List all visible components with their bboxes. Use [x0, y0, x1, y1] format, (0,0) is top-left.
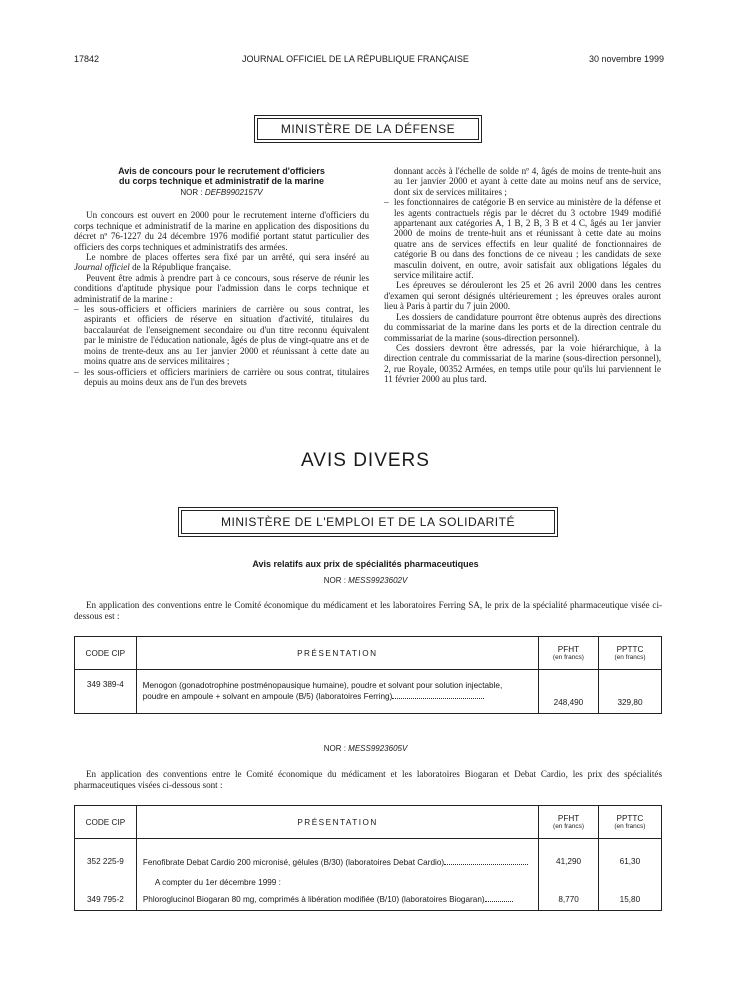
col-header-presentation: PRÉSENTATION [136, 806, 539, 839]
cell-code: 349 795-2 [75, 887, 137, 911]
table-header-row [75, 806, 662, 839]
cell-pfht: 41,290 [539, 839, 598, 867]
paragraph-6: Ces dossiers devront être adressés, par la voie hiérarchique, à la direction centrale du commissariat de la marine (sous-direction personnel), 2, rue Royale, 00352 Armées, en temps utile pour qu'ils lui parviennent le 11 février 2000 au plus tard. [384, 342, 661, 385]
nor-defense [74, 188, 369, 198]
ministry-defense-box [257, 118, 479, 140]
table-row [75, 839, 662, 867]
nor-label: NOR : [180, 188, 203, 197]
table-row [75, 670, 662, 714]
ministry-defense-title: MINISTÈRE DE LA DÉFENSE [280, 122, 456, 136]
intro-ferring: En application des conventions entre le Comité économique du médicament et les laboratoires Ferring SA, le prix de la spécialité pharmaceutique visée ci-dessous est : [74, 600, 662, 621]
list-item-3: – les fonctionnaires de catégorie B en service au ministère de la défense et les agents contractuels régis par le décret du 3 octobre 1949 modifié appartenant aux catégories A, 1 B, 2 B, 3 B et 4 C, âgés au 1er janvier 2000 de moins de trente-huit ans et réunissant à cette date au moins quatre ans de services effectifs en leur qualité de fonctionnaires de catégorie B ou dans des fonctions de ce niveau ; les candidats de sexe masculin doivent, en outre, avoir satisfait aux obligations légales du service militaire actif. [384, 197, 661, 280]
header-date: 30 novembre 1999 [589, 54, 665, 64]
right-column [384, 166, 661, 385]
col-header-code: CODE CIP [75, 637, 137, 670]
price-table-1 [74, 636, 662, 714]
journal-title: JOURNAL OFFICIEL DE LA RÉPUBLIQUE FRANÇAISE [242, 54, 469, 64]
nor-code: DEFB9902157V [204, 188, 263, 197]
cell-ppttc: 61,30 [598, 839, 661, 867]
price-table-2 [74, 805, 662, 911]
cell-code: 352 225-9 [75, 839, 137, 867]
cell-ppttc: 329,80 [598, 670, 661, 714]
col-header-ppttc: PPTTC (en francs) [598, 806, 661, 839]
avis-divers-heading: AVIS DIVERS [301, 450, 430, 471]
paragraph-4: Les épreuves se dérouleront les 25 et 26 avril 2000 dans les centres d'examen qui seront désignés ultérieurement ; les épreuves orales auront lieu à Paris à partir du 7 juin 2000. [384, 280, 661, 312]
cell-presentation: Menogon (gonadotrophine postménopausique humaine), poudre et solvant pour solution injectable, poudre en ampoule + solvant en ampoule (B/5) (laboratoires Ferring) [136, 670, 538, 714]
nor-label: NOR : [323, 744, 346, 753]
cell-pfht: 8,770 [539, 887, 598, 911]
nor-label: NOR : [323, 576, 346, 585]
nor-code: MESS9923605V [348, 744, 408, 753]
ministry-emploi-box [181, 510, 555, 534]
nor-mess-1 [0, 576, 731, 585]
table-header-row [75, 637, 662, 670]
paragraph-3: Peuvent être admis à prendre part à ce concours, sous réserve de réunir les conditions d'aptitude physique pour l'admission dans le corps technique et administratif de la marine : [74, 272, 369, 304]
table-row [75, 887, 662, 911]
cell-presentation: Fenofibrate Debat Cardio 200 micronisé, gélules (B/30) (laboratoires Debat Cardio) [136, 839, 539, 867]
col-header-pfht: PFHT (en francs) [539, 806, 598, 839]
concours-title [74, 166, 369, 186]
col-header-pfht: PFHT (en francs) [538, 637, 598, 670]
journal-officiel-ref: Journal officiel [74, 262, 130, 273]
page-number: 17842 [74, 54, 100, 64]
cell-note: A compter du 1er décembre 1999 : [136, 867, 539, 887]
cell-pfht: 248,490 [538, 670, 598, 714]
nor-mess-2 [0, 744, 731, 753]
concours-title-line2: du corps technique et administratif de la marine [118, 176, 325, 186]
list-item-2-continued: donnant accès à l'échelle de solde nº 4, âgés de moins de trente-huit ans au 1er janvier 2000 et ayant à cette date au moins neuf ans de service, dont six de services militaires ; [394, 166, 661, 197]
col-header-presentation: PRÉSENTATION [136, 637, 538, 670]
left-column [74, 166, 369, 387]
paragraph-1: Un concours est ouvert en 2000 pour le recrutement interne d'officiers du corps technique et administratif de la marine en application des dispositions du décret nº 76-1227 du 24 décembre 1976 modifié portant statut particulier des officiers des corps techniques et administratifs des armées. [74, 210, 369, 252]
cell-ppttc: 15,80 [598, 887, 661, 911]
nor-code: MESS9923602V [348, 576, 408, 585]
cell-presentation: Phloroglucinol Biogaran 80 mg, comprimés à libération modifiée (B/10) (laboratoires Biogaran) [136, 887, 539, 911]
list-item-1: – les sous-officiers et officiers mariniers de carrière ou sous contrat, les aspirants et officiers de réserve en situation d'activité, titulaires du baccalauréat de l'enseignement secondaire ou d'un titre reconnu équivalent par le ministre de l'éducation nationale, âgés de plus de vingt-quatre ans et de moins de trente-deux ans au 1er janvier 2000 et réunissant à cette date au moins quatre ans de services militaires ; [74, 304, 369, 366]
concours-title-line1: Avis de concours pour le recrutement d'officiers [118, 166, 325, 176]
list-item-2: – les sous-officiers et officiers mariniers de carrière ou sous contrat, titulaires depuis au moins deux ans de l'un des brevets [74, 367, 369, 388]
paragraph-2: Le nombre de places offertes sera fixé par un arrêté, qui sera inséré au Journal officiel de la République française. [74, 252, 369, 273]
cell-code: 349 389-4 [75, 670, 137, 714]
ministry-emploi-title: MINISTÈRE DE L'EMPLOI ET DE LA SOLIDARITÉ [221, 515, 515, 529]
intro-biogaran: En application des conventions entre le Comité économique du médicament et les laboratoires Biogaran et Debat Cardio, les prix des spécialités pharmaceutiques visées ci-dessous sont : [74, 769, 662, 790]
col-header-ppttc: PPTTC (en francs) [598, 637, 661, 670]
paragraph-5: Les dossiers de candidature pourront être obtenus auprès des directions du commissariat de la marine dans les ports et de la direction centrale du commissariat de la marine (sous-direction personnel). [384, 311, 661, 343]
prix-title: Avis relatifs aux prix de spécialités pharmaceutiques [252, 559, 479, 569]
table-row-note [75, 867, 662, 887]
col-header-code: CODE CIP [75, 806, 137, 839]
